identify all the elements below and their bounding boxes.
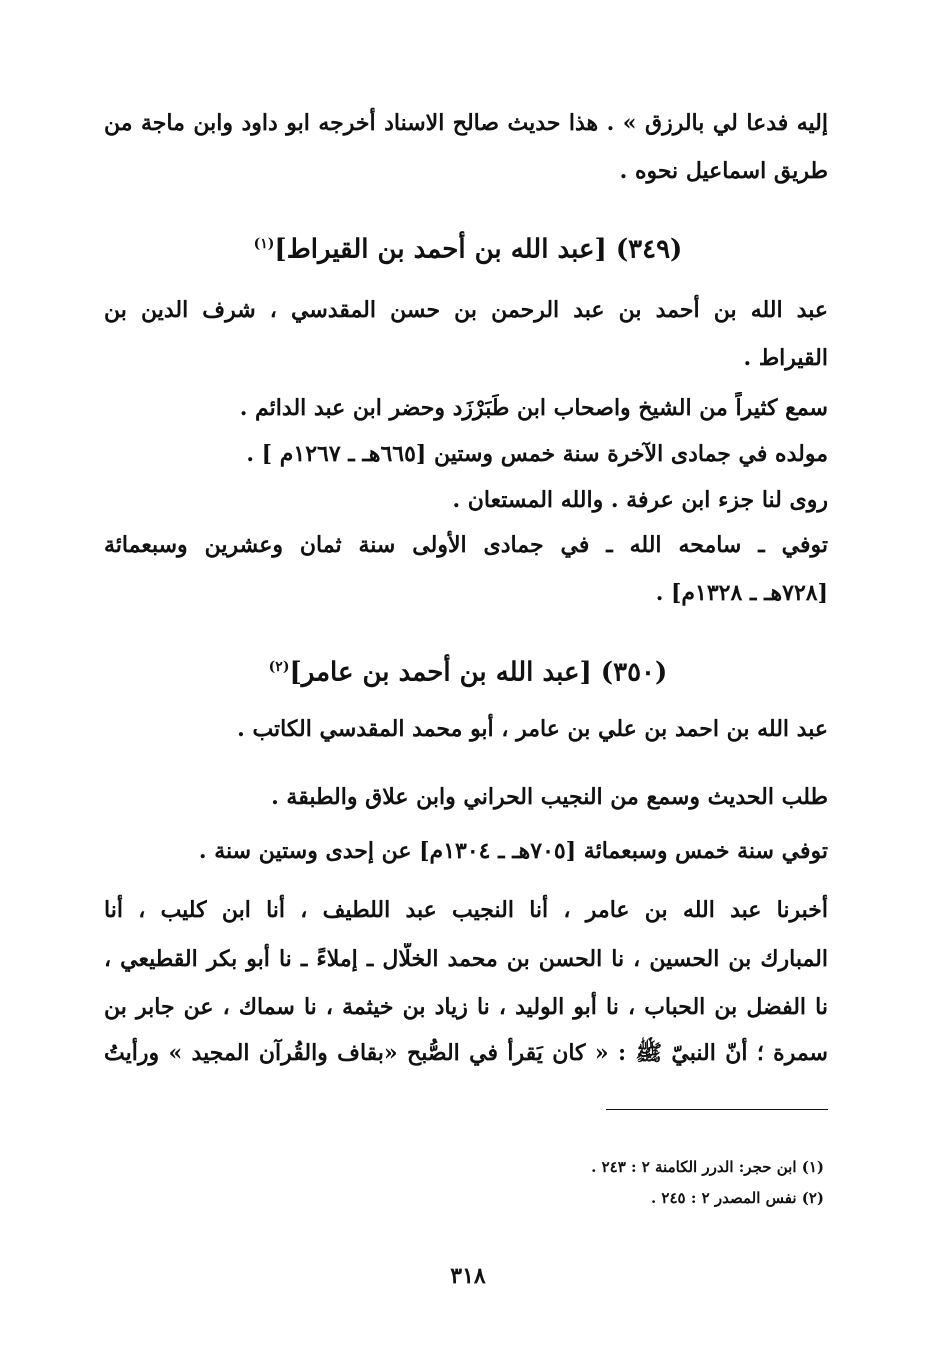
footnote-separator	[606, 1109, 828, 1110]
entry-349-detail-4: توفي ـ سامحه الله ـ في جمادى الأولى سنة ثمان وعشرين وسبعمائة	[104, 532, 828, 558]
entry-350-heading	[120, 649, 816, 691]
entry-350-name-line: عبد الله بن احمد بن علي بن عامر ، أبو محمد المقدسي الكاتب .	[237, 716, 828, 742]
entry-349-name-line-1: عبد الله بن أحمد بن عبد الرحمن بن حسن المقدسي ، شرف الدين بن	[104, 297, 828, 323]
entry-350-hadith-line-1: أخبرنا عبد الله بن عامر ، أنا النجيب عبد اللطيف ، أنا ابن كليب ، أنا	[104, 897, 828, 923]
entry-349-heading	[120, 226, 816, 268]
entry-350-hadith-line-2: المبارك بن الحسين ، نا الحسن بن محمد الخلّال ـ إملاءً ـ نا أبو بكر القطيعي ،	[104, 946, 828, 972]
entry-350-hadith-line-4: سمرة ؛ أنّ النبيّ ﷺ : « كان يَقرأ في الصُّبح «بقاف والقُرآن المجيد » ورأيتُ	[104, 1040, 828, 1066]
footnote-1: (١) ابن حجر: الدرر الكامنة ٢ : ٢٤٣ .	[591, 1158, 824, 1176]
entry-349-detail-1: سمع كثيراً من الشيخ واصحاب ابن طَبَرْزَد وحضر ابن عبد الدائم .	[239, 395, 828, 421]
page-number: ٣١٨	[450, 1263, 486, 1289]
entry-349-detail-3: روى لنا جزء ابن عرفة . والله المستعان .	[452, 487, 828, 513]
top-paragraph-line-1: إليه فدعا لي بالرزق » . هذا حديث صالح الاسناد أخرجه ابو داود وابن ماجة من	[104, 110, 828, 136]
footnote-2: (٢) نفس المصدر ٢ : ٢٤٥ .	[650, 1189, 824, 1207]
entry-350-death-line: توفي سنة خمس وسبعمائة [٧٠٥هـ ـ ١٣٠٤م] عن إحدى وستين سنة .	[198, 838, 828, 864]
entry-349-title: (٣٤٩) [عبد الله بن أحمد بن القيراط]	[274, 234, 683, 265]
entry-349-footnote-ref: (١)	[253, 236, 275, 252]
entry-350-hadith-line-3: نا الفضل بن الحباب ، نا أبو الوليد ، نا زياد بن خيثمة ، نا سماك ، عن جابر بن	[104, 994, 828, 1020]
entry-349-name-line-2: القيراط .	[743, 345, 828, 371]
entry-349-detail-2: مولده في جمادى الآخرة سنة خمس وستين [٦٦٥هـ ـ ١٢٦٧م ] .	[246, 441, 828, 467]
entry-349-detail-5: [٧٢٨هـ ـ ١٣٢٨م] .	[655, 580, 828, 606]
top-paragraph-line-2: طريق اسماعيل نحوه .	[619, 158, 828, 184]
entry-350-footnote-ref: (٢)	[268, 659, 290, 675]
entry-350-study-line: طلب الحديث وسمع من النجيب الحراني وابن علاق والطبقة .	[271, 784, 828, 810]
entry-350-title: (٣٥٠) [عبد الله بن أحمد بن عامر]	[289, 657, 668, 688]
